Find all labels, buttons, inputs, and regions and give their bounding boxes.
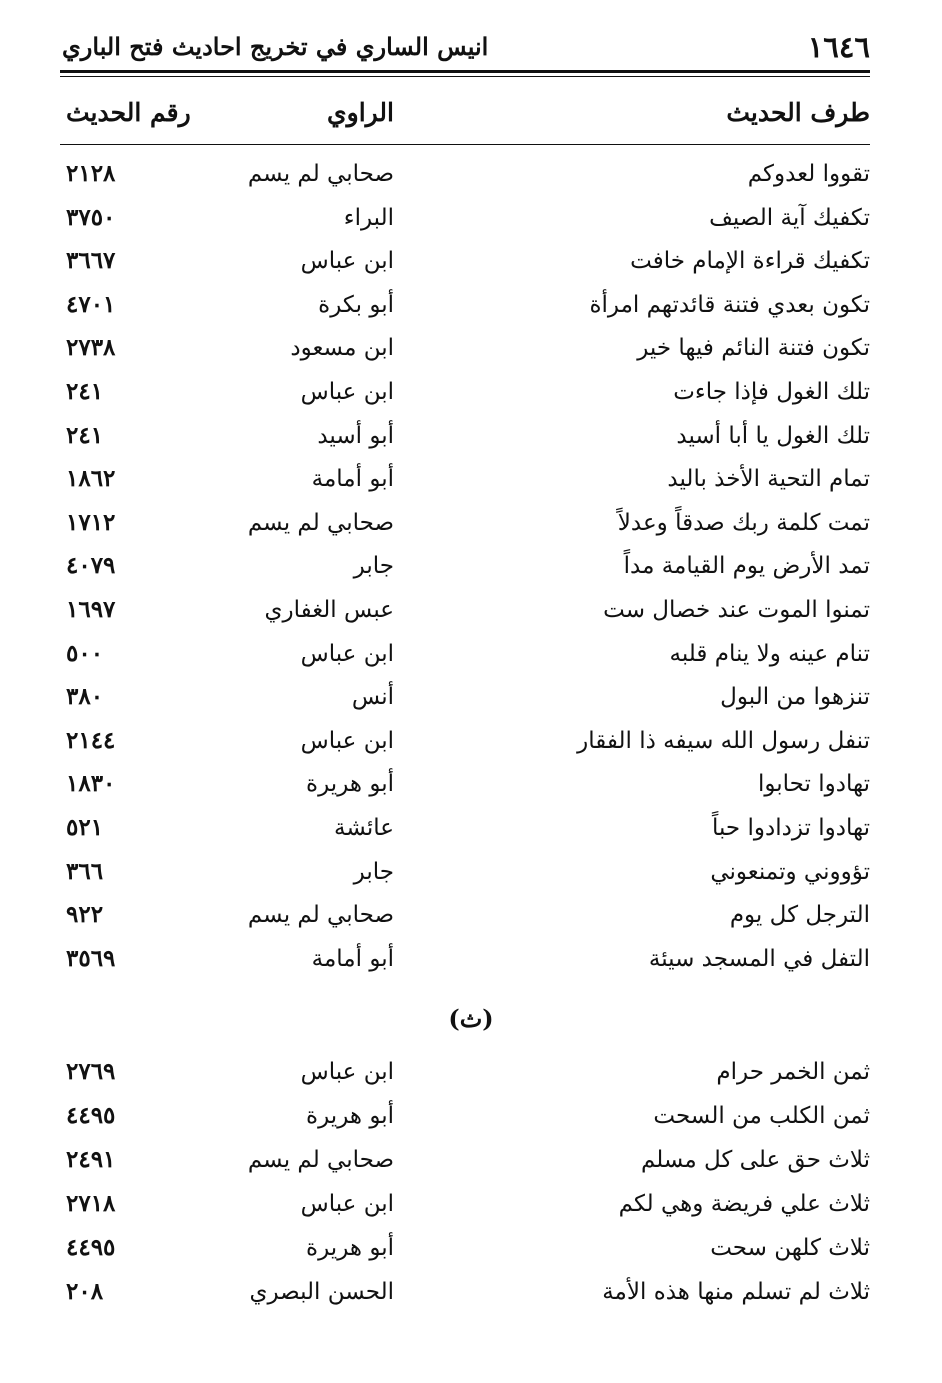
hadith-text: تمام التحية الأخذ باليد <box>667 466 870 493</box>
hadith-narrator: صحابي لم يسم <box>247 161 394 187</box>
hadith-narrator: الحسن البصري <box>249 1279 394 1305</box>
hadith-row <box>0 939 942 981</box>
hadith-text: ثمن الخمر حرام <box>716 1059 870 1085</box>
hadith-narrator: ابن عباس <box>300 1059 394 1085</box>
hadith-number: ٢١٢٨ <box>66 160 116 187</box>
hadith-narrator: أبو أمامة <box>311 466 394 493</box>
hadith-row <box>0 459 942 501</box>
hadith-row <box>0 677 942 719</box>
hadith-number: ٥٢١ <box>66 814 104 841</box>
hadith-text: تكون بعدي فتنة قائدتهم امرأة <box>589 291 870 318</box>
header-rule-thin <box>60 76 870 77</box>
hadith-narrator: عائشة <box>334 815 394 841</box>
hadith-text: تلك الغول فإذا جاءت <box>673 379 870 405</box>
hadith-row <box>0 416 942 458</box>
hadith-narrator: أبو هريرة <box>306 1103 394 1129</box>
hadith-number: ١٨٣٠ <box>66 770 116 798</box>
hadith-narrator: صحابي لم يسم <box>247 902 394 929</box>
column-header-text: طرف الحديث <box>726 98 870 127</box>
hadith-text: ثمن الكلب من السحت <box>653 1103 870 1129</box>
hadith-text: تكون فتنة النائم فيها خير <box>637 335 870 362</box>
hadith-row <box>0 764 942 806</box>
hadith-narrator: جابر <box>353 553 394 580</box>
hadith-row <box>0 1184 942 1226</box>
hadith-narrator: ابن عباس <box>300 248 394 275</box>
hadith-number: ٢٧٦٩ <box>66 1058 116 1085</box>
hadith-narrator: البراء <box>343 204 394 231</box>
hadith-number: ٩٢٢ <box>66 901 104 929</box>
hadith-text: التفل في المسجد سيئة <box>648 945 870 972</box>
hadith-row <box>0 1140 942 1182</box>
hadith-text: تمنوا الموت عند خصال ست <box>603 597 870 623</box>
hadith-number: ١٦٩٧ <box>66 596 116 623</box>
hadith-narrator: جابر <box>353 858 394 885</box>
hadith-narrator: أبو أسيد <box>317 422 394 449</box>
hadith-narrator: عبس الغفاري <box>264 597 394 623</box>
hadith-narrator: ابن عباس <box>300 727 394 754</box>
hadith-row <box>0 852 942 894</box>
hadith-number: ٤٤٩٥ <box>66 1234 116 1261</box>
hadith-row <box>0 590 942 632</box>
hadith-narrator: ابن عباس <box>300 640 394 667</box>
hadith-number: ٤٠٧٩ <box>66 552 116 580</box>
hadith-number: ٢٤١ <box>66 378 104 405</box>
hadith-narrator: ابن عباس <box>300 1191 394 1217</box>
hadith-row <box>0 1228 942 1270</box>
hadith-row <box>0 1096 942 1138</box>
hadith-text: تهادوا تحابوا <box>758 771 870 798</box>
column-header-number: رقم الحديث <box>66 98 191 127</box>
hadith-text: تمد الأرض يوم القيامة مداً <box>623 553 870 580</box>
hadith-number: ٢٤٩١ <box>66 1146 116 1173</box>
hadith-text: الترجل كل يوم <box>729 902 870 929</box>
hadith-text: ثلاث لم تسلم منها هذه الأمة <box>602 1279 870 1305</box>
hadith-narrator: أبو هريرة <box>306 771 394 798</box>
hadith-narrator: ابن مسعود <box>290 335 394 362</box>
hadith-number: ١٧١٢ <box>66 508 116 536</box>
column-header-rule <box>60 144 870 145</box>
page-number: ١٦٤٦ <box>807 30 870 64</box>
hadith-text: ثلاث كلهن سحت <box>710 1235 870 1261</box>
hadith-narrator: أبو أمامة <box>311 945 394 972</box>
header-rule-thick <box>60 70 870 73</box>
hadith-row <box>0 285 942 327</box>
hadith-text: تمت كلمة ربك صدقاً وعدلاً <box>617 509 870 536</box>
hadith-row <box>0 634 942 676</box>
hadith-narrator: أبو هريرة <box>306 1235 394 1261</box>
hadith-number: ٢٤١ <box>66 421 104 449</box>
hadith-row <box>0 1272 942 1314</box>
hadith-row <box>0 328 942 370</box>
hadith-text: ثلاث حق على كل مسلم <box>640 1147 870 1173</box>
hadith-number: ٣٨٠ <box>66 683 104 711</box>
hadith-number: ٤٧٠١ <box>66 290 116 318</box>
hadith-text: تنفل رسول الله سيفه ذا الفقار <box>577 727 870 754</box>
hadith-text: تؤووني وتمنعوني <box>710 858 870 885</box>
hadith-row <box>0 1052 942 1094</box>
hadith-row <box>0 241 942 283</box>
hadith-text: تقووا لعدوكم <box>747 161 870 187</box>
hadith-row <box>0 154 942 196</box>
hadith-row <box>0 808 942 850</box>
hadith-text: تنام عينه ولا ينام قلبه <box>669 640 870 667</box>
hadith-row <box>0 895 942 937</box>
hadith-row <box>0 721 942 763</box>
section-letter-tha: (ث) <box>448 1004 494 1033</box>
hadith-text: تهادوا تزدادوا حباً <box>711 815 870 841</box>
hadith-number: ٢١٤٤ <box>66 726 116 754</box>
hadith-narrator: صحابي لم يسم <box>247 509 394 536</box>
hadith-number: ٢٧٣٨ <box>66 334 116 362</box>
running-title: انيس الساري في تخريج احاديث فتح الباري <box>62 32 489 61</box>
hadith-row <box>0 546 942 588</box>
hadith-text: تكفيك آية الصيف <box>709 204 870 231</box>
hadith-number: ٣٧٥٠ <box>66 203 116 231</box>
hadith-number: ١٨٦٢ <box>66 465 116 493</box>
hadith-number: ٥٠٠ <box>66 639 104 667</box>
hadith-number: ٣٦٦٧ <box>66 247 116 275</box>
hadith-number: ٢٧١٨ <box>66 1190 116 1217</box>
hadith-number: ٣٥٦٩ <box>66 944 116 972</box>
column-header-narrator: الراوي <box>327 98 394 127</box>
hadith-text: ثلاث علي فريضة وهي لكم <box>618 1191 870 1217</box>
hadith-number: ٣٦٦ <box>66 857 104 885</box>
hadith-text: تلك الغول يا أبا أسيد <box>676 422 870 449</box>
hadith-row <box>0 372 942 414</box>
hadith-row <box>0 503 942 545</box>
hadith-row <box>0 198 942 240</box>
hadith-narrator: ابن عباس <box>300 379 394 405</box>
hadith-number: ٢٠٨ <box>66 1278 104 1305</box>
hadith-text: تكفيك قراءة الإمام خافت <box>630 248 870 275</box>
hadith-number: ٤٤٩٥ <box>66 1102 116 1129</box>
hadith-narrator: أبو بكرة <box>318 291 394 318</box>
hadith-text: تنزهوا من البول <box>720 684 870 711</box>
hadith-narrator: صحابي لم يسم <box>247 1147 394 1173</box>
hadith-narrator: أنس <box>351 684 394 711</box>
